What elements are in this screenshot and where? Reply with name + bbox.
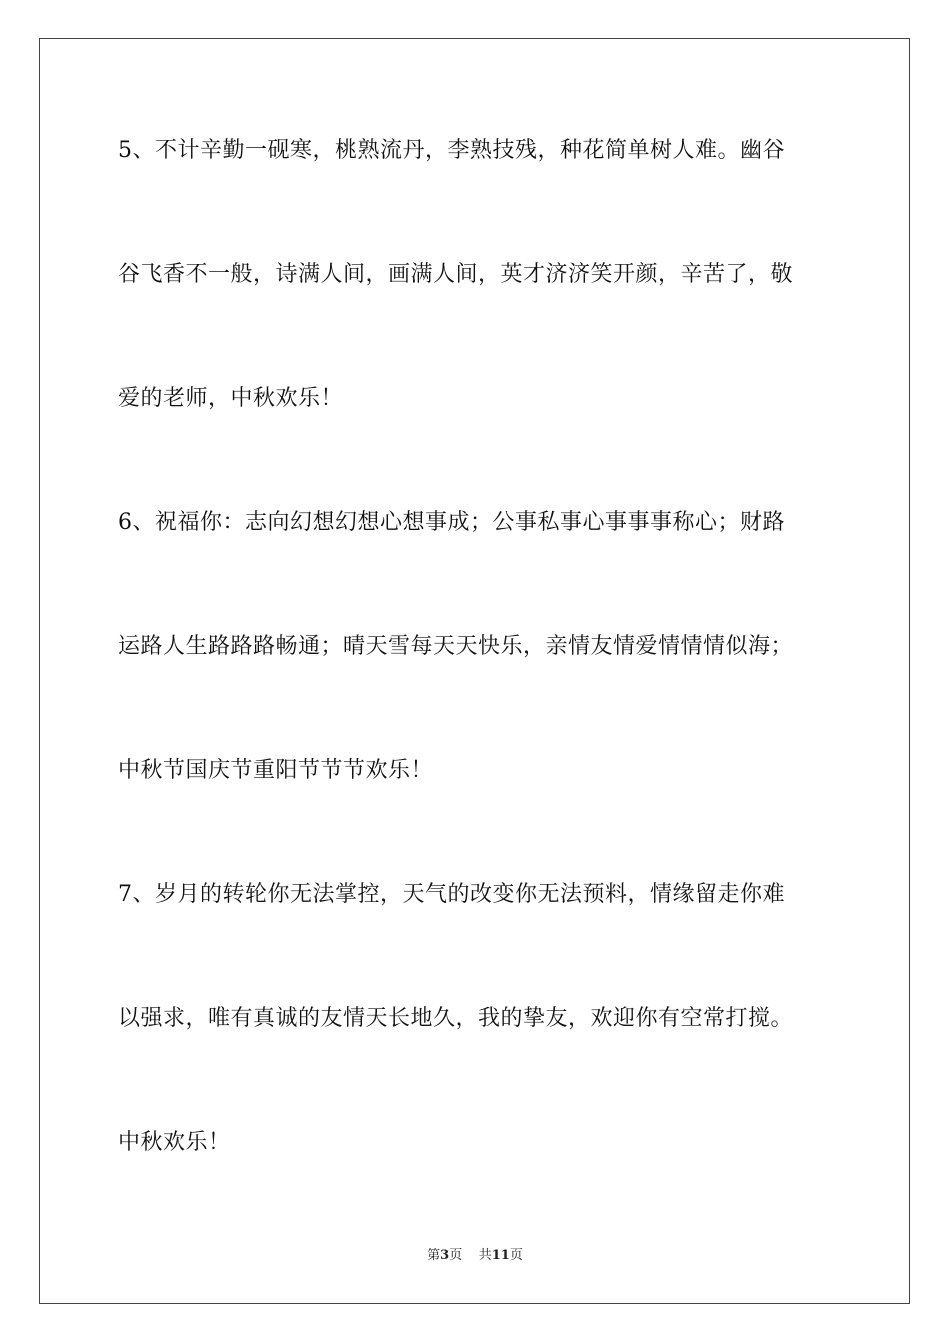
page-footer xyxy=(0,1247,950,1265)
footer-total-prefix: 共 xyxy=(478,1248,492,1263)
paragraph-line-7: 7、岁月的转轮你无法掌控，天气的改变你无法预料，情缘留走你难 xyxy=(118,882,785,907)
paragraph-line-2: 谷飞香不一般，诗满人间，画满人间，英才济济笑开颜，辛苦了，敬 xyxy=(118,262,794,287)
footer-total-pages: 11 xyxy=(491,1248,510,1263)
footer-page-number: 3 xyxy=(440,1248,450,1263)
footer-total-suffix: 页 xyxy=(509,1248,523,1263)
paragraph-line-8: 以强求，唯有真诚的友情天长地久，我的挚友，欢迎你有空常打搅。 xyxy=(118,1006,794,1031)
paragraph-line-1: 5、不计辛勤一砚寒，桃熟流丹，李熟技残，种花简单树人难。幽谷 xyxy=(118,138,785,163)
paragraph-line-9: 中秋欢乐！ xyxy=(118,1130,231,1155)
page-border xyxy=(39,38,910,1304)
footer-page-prefix: 第 xyxy=(427,1248,441,1263)
paragraph-line-3: 爱的老师，中秋欢乐！ xyxy=(118,386,344,411)
paragraph-line-5: 运路人生路路路畅通；晴天雪每天天快乐，亲情友情爱情情情似海； xyxy=(118,634,794,659)
paragraph-line-4: 6、祝福你：志向幻想幻想心想事成；公事私事心事事事称心；财路 xyxy=(118,510,785,535)
paragraph-line-6: 中秋节国庆节重阳节节节欢乐！ xyxy=(118,758,434,783)
footer-page-suffix: 页 xyxy=(449,1248,463,1263)
